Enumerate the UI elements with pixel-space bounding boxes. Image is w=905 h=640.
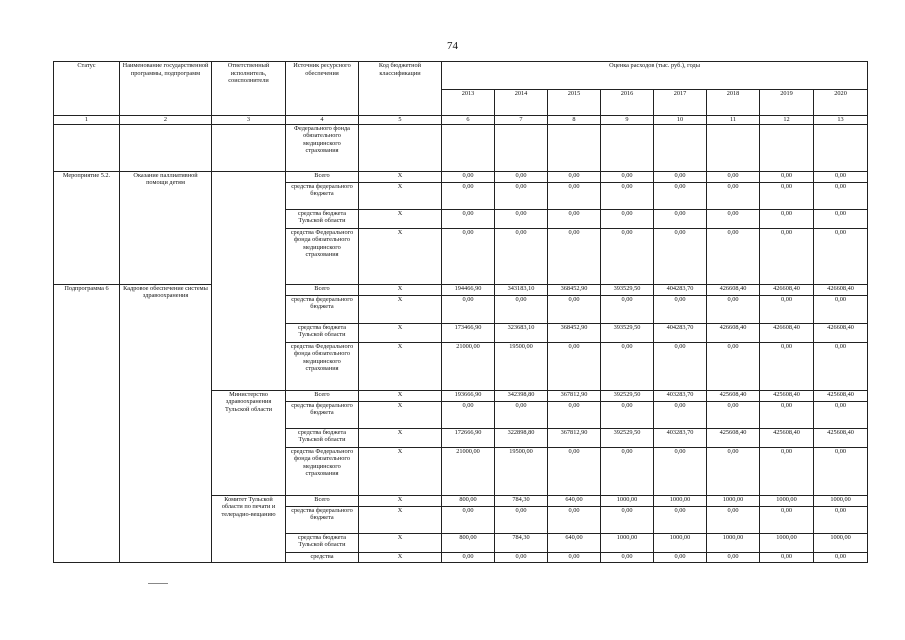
cell-value: 1000,00: [760, 495, 814, 506]
cell-value: 425608,40: [760, 428, 814, 447]
header-year: 2020: [814, 90, 868, 116]
cell-value: 0,00: [601, 342, 654, 390]
cell-value: 0,00: [654, 506, 707, 533]
cell-value: 425608,40: [707, 428, 760, 447]
cell-value: 0,00: [601, 228, 654, 284]
cell-value: 0,00: [495, 209, 548, 228]
cell-value: 0,00: [548, 209, 601, 228]
cell-code: Х: [359, 171, 442, 182]
cell-value: 0,00: [760, 506, 814, 533]
cell-source: средства федерального бюджета: [286, 295, 359, 323]
cell-value: 426608,40: [707, 284, 760, 295]
cell-value: 0,00: [495, 295, 548, 323]
cell-value: 640,00: [548, 495, 601, 506]
cell-value: 0,00: [654, 447, 707, 495]
cell-value: 367812,90: [548, 428, 601, 447]
column-number: 5: [359, 116, 442, 125]
cell-code: Х: [359, 506, 442, 533]
cell-value: 800,00: [442, 495, 495, 506]
cell-value: [814, 124, 868, 171]
cell-value: 0,00: [814, 506, 868, 533]
cell-value: 0,00: [442, 552, 495, 562]
column-number: 2: [120, 116, 212, 125]
cell-value: 0,00: [814, 295, 868, 323]
cell-source: средства бюджета Тульской области: [286, 323, 359, 342]
cell-value: 404283,70: [654, 284, 707, 295]
column-number: 9: [601, 116, 654, 125]
cell-value: 0,00: [814, 209, 868, 228]
cell-value: 0,00: [760, 342, 814, 390]
header-status: Статус: [54, 62, 120, 116]
cell-source: средства федерального бюджета: [286, 401, 359, 428]
cell-source: Всего: [286, 171, 359, 182]
cell-value: 1000,00: [814, 495, 868, 506]
cell-code: Х: [359, 495, 442, 506]
cell-status: [54, 124, 120, 171]
cell-value: 0,00: [548, 401, 601, 428]
cell-value: 0,00: [654, 342, 707, 390]
cell-value: 172666,90: [442, 428, 495, 447]
cell-source: средства федерального бюджета: [286, 506, 359, 533]
cell-value: 0,00: [760, 171, 814, 182]
cell-source: Федерального фонда обязательного медицинского страхования: [286, 124, 359, 171]
cell-value: 0,00: [601, 506, 654, 533]
cell-value: 0,00: [654, 171, 707, 182]
cell-value: 0,00: [760, 295, 814, 323]
header-year: 2016: [601, 90, 654, 116]
header-estimate: Оценка расходов (тыс. руб.), годы: [442, 62, 868, 90]
cell-value: 0,00: [548, 182, 601, 209]
cell-value: 0,00: [548, 171, 601, 182]
cell-value: 342398,80: [495, 390, 548, 401]
cell-value: 0,00: [707, 401, 760, 428]
cell-value: 0,00: [814, 401, 868, 428]
cell-value: 368452,90: [548, 323, 601, 342]
cell-value: 323683,10: [495, 323, 548, 342]
cell-value: 1000,00: [601, 533, 654, 552]
cell-value: 425608,40: [814, 390, 868, 401]
cell-code: Х: [359, 533, 442, 552]
header-source: Источник ресурсного обеспечения: [286, 62, 359, 116]
column-number: 1: [54, 116, 120, 125]
cell-value: 426608,40: [814, 284, 868, 295]
cell-code: [359, 124, 442, 171]
column-number: 11: [707, 116, 760, 125]
cell-value: [707, 124, 760, 171]
cell-responsible: [212, 171, 286, 390]
cell-value: 640,00: [548, 533, 601, 552]
cell-value: 425608,40: [760, 390, 814, 401]
cell-value: 393529,50: [601, 284, 654, 295]
cell-code: Х: [359, 182, 442, 209]
cell-source: средства федерального бюджета: [286, 182, 359, 209]
cell-value: [442, 124, 495, 171]
cell-code: Х: [359, 428, 442, 447]
cell-value: 0,00: [442, 401, 495, 428]
cell-value: 0,00: [707, 209, 760, 228]
cell-value: 367812,90: [548, 390, 601, 401]
cell-value: 0,00: [548, 342, 601, 390]
cell-value: 0,00: [495, 552, 548, 562]
cell-value: 0,00: [760, 182, 814, 209]
table-row: [54, 284, 868, 295]
page-number: 74: [447, 40, 458, 52]
cell-value: 21000,00: [442, 342, 495, 390]
column-number: 13: [814, 116, 868, 125]
cell-value: 1000,00: [654, 533, 707, 552]
cell-value: 173466,90: [442, 323, 495, 342]
header-year: 2019: [760, 90, 814, 116]
column-number: 12: [760, 116, 814, 125]
cell-name: Кадровое обеспечение системы здравоохранения: [120, 284, 212, 562]
budget-table: [53, 61, 868, 563]
cell-value: 0,00: [495, 182, 548, 209]
cell-value: 1000,00: [814, 533, 868, 552]
cell-value: [654, 124, 707, 171]
cell-value: 426608,40: [760, 323, 814, 342]
cell-value: 0,00: [601, 171, 654, 182]
cell-source: средства Федерального фонда обязательного медицинского страхования: [286, 228, 359, 284]
cell-source: средства Федерального фонда обязательного медицинского страхования: [286, 342, 359, 390]
cell-value: 0,00: [442, 506, 495, 533]
cell-code: Х: [359, 295, 442, 323]
cell-value: 0,00: [707, 182, 760, 209]
table-row: [54, 124, 868, 171]
cell-value: 19500,00: [495, 342, 548, 390]
cell-value: 0,00: [760, 401, 814, 428]
cell-responsible: Комитет Тульской области по печати и телерадио-вещанию: [212, 495, 286, 562]
header-year: 2015: [548, 90, 601, 116]
cell-value: 322898,80: [495, 428, 548, 447]
cell-value: 0,00: [707, 552, 760, 562]
cell-value: 393529,50: [601, 323, 654, 342]
column-number: 7: [495, 116, 548, 125]
cell-value: 343183,10: [495, 284, 548, 295]
cell-value: 1000,00: [654, 495, 707, 506]
cell-value: 368452,90: [548, 284, 601, 295]
cell-value: 0,00: [654, 295, 707, 323]
cell-value: 0,00: [548, 552, 601, 562]
cell-name: Оказание паллиативной помощи детям: [120, 171, 212, 284]
cell-value: [548, 124, 601, 171]
cell-value: 0,00: [601, 447, 654, 495]
cell-value: 1000,00: [601, 495, 654, 506]
cell-value: 426608,40: [814, 323, 868, 342]
cell-value: 784,30: [495, 533, 548, 552]
cell-code: Х: [359, 390, 442, 401]
cell-value: 0,00: [814, 342, 868, 390]
cell-source: средства бюджета Тульской области: [286, 533, 359, 552]
cell-value: 0,00: [654, 552, 707, 562]
cell-value: 426608,40: [760, 284, 814, 295]
column-number: 6: [442, 116, 495, 125]
cell-value: 21000,00: [442, 447, 495, 495]
cell-code: Х: [359, 323, 442, 342]
cell-value: 0,00: [814, 171, 868, 182]
cell-value: 0,00: [707, 295, 760, 323]
column-number: 8: [548, 116, 601, 125]
cell-value: 0,00: [601, 209, 654, 228]
cell-value: 0,00: [601, 552, 654, 562]
cell-value: 0,00: [548, 506, 601, 533]
cell-code: Х: [359, 552, 442, 562]
cell-value: 784,30: [495, 495, 548, 506]
cell-value: 0,00: [707, 506, 760, 533]
cell-responsible: [212, 124, 286, 171]
cell-value: 0,00: [814, 228, 868, 284]
cell-code: Х: [359, 284, 442, 295]
cell-value: 0,00: [601, 295, 654, 323]
header-year: 2017: [654, 90, 707, 116]
cell-value: 0,00: [814, 447, 868, 495]
cell-source: средства бюджета Тульской области: [286, 209, 359, 228]
cell-value: 0,00: [814, 182, 868, 209]
cell-value: 0,00: [760, 209, 814, 228]
cell-code: Х: [359, 209, 442, 228]
cell-value: 425608,40: [707, 390, 760, 401]
cell-value: 404283,70: [654, 323, 707, 342]
cell-value: 0,00: [601, 182, 654, 209]
cell-value: 0,00: [442, 295, 495, 323]
cell-source: Всего: [286, 284, 359, 295]
column-number: 3: [212, 116, 286, 125]
cell-value: 392529,50: [601, 390, 654, 401]
cell-value: [495, 124, 548, 171]
cell-value: 0,00: [760, 447, 814, 495]
cell-value: 1000,00: [707, 533, 760, 552]
cell-value: 0,00: [442, 228, 495, 284]
cell-value: 194466,90: [442, 284, 495, 295]
column-number: 4: [286, 116, 359, 125]
cell-value: 0,00: [760, 228, 814, 284]
cell-status: Подпрограмма 6: [54, 284, 120, 562]
cell-value: 193666,90: [442, 390, 495, 401]
cell-value: 0,00: [707, 447, 760, 495]
cell-value: 0,00: [495, 171, 548, 182]
cell-value: 0,00: [814, 552, 868, 562]
cell-value: 1000,00: [760, 533, 814, 552]
cell-value: 0,00: [760, 552, 814, 562]
cell-value: 403283,70: [654, 428, 707, 447]
cell-code: Х: [359, 342, 442, 390]
cell-value: 0,00: [601, 401, 654, 428]
cell-source: средства бюджета Тульской области: [286, 428, 359, 447]
cell-value: 0,00: [707, 228, 760, 284]
cell-value: 0,00: [548, 228, 601, 284]
cell-value: 0,00: [495, 401, 548, 428]
cell-code: Х: [359, 228, 442, 284]
cell-value: 0,00: [442, 209, 495, 228]
cell-value: 19500,00: [495, 447, 548, 495]
cell-source: средства: [286, 552, 359, 562]
cell-value: 426608,40: [707, 323, 760, 342]
cell-value: 0,00: [495, 228, 548, 284]
header-year: 2013: [442, 90, 495, 116]
cell-value: [760, 124, 814, 171]
cell-value: 0,00: [442, 182, 495, 209]
header-name: Наименование государственной программы, подпрограмм: [120, 62, 212, 116]
cell-value: [601, 124, 654, 171]
cell-value: 403283,70: [654, 390, 707, 401]
cell-value: 0,00: [548, 447, 601, 495]
cell-value: 425608,40: [814, 428, 868, 447]
cell-value: 0,00: [654, 228, 707, 284]
cell-value: 0,00: [548, 295, 601, 323]
column-number: 10: [654, 116, 707, 125]
cell-responsible: Министерство здравоохранения Тульской области: [212, 390, 286, 495]
cell-code: Х: [359, 447, 442, 495]
cell-source: Всего: [286, 495, 359, 506]
cell-name: [120, 124, 212, 171]
cell-value: 392529,50: [601, 428, 654, 447]
cell-value: 0,00: [654, 182, 707, 209]
cell-value: 0,00: [654, 209, 707, 228]
cell-value: 0,00: [654, 401, 707, 428]
cell-source: Всего: [286, 390, 359, 401]
footer-rule: [148, 583, 168, 584]
header-responsible: Ответственный исполнитель, соисполнители: [212, 62, 286, 116]
cell-value: 800,00: [442, 533, 495, 552]
cell-source: средства Федерального фонда обязательного медицинского страхования: [286, 447, 359, 495]
cell-value: 0,00: [707, 171, 760, 182]
table-row: [54, 171, 868, 182]
cell-status: Мероприятие 5.2.: [54, 171, 120, 284]
cell-value: 0,00: [707, 342, 760, 390]
cell-code: Х: [359, 401, 442, 428]
cell-value: 0,00: [442, 171, 495, 182]
cell-value: 1000,00: [707, 495, 760, 506]
header-code: Код бюджетной классификации: [359, 62, 442, 116]
cell-value: 0,00: [495, 506, 548, 533]
header-year: 2014: [495, 90, 548, 116]
header-year: 2018: [707, 90, 760, 116]
